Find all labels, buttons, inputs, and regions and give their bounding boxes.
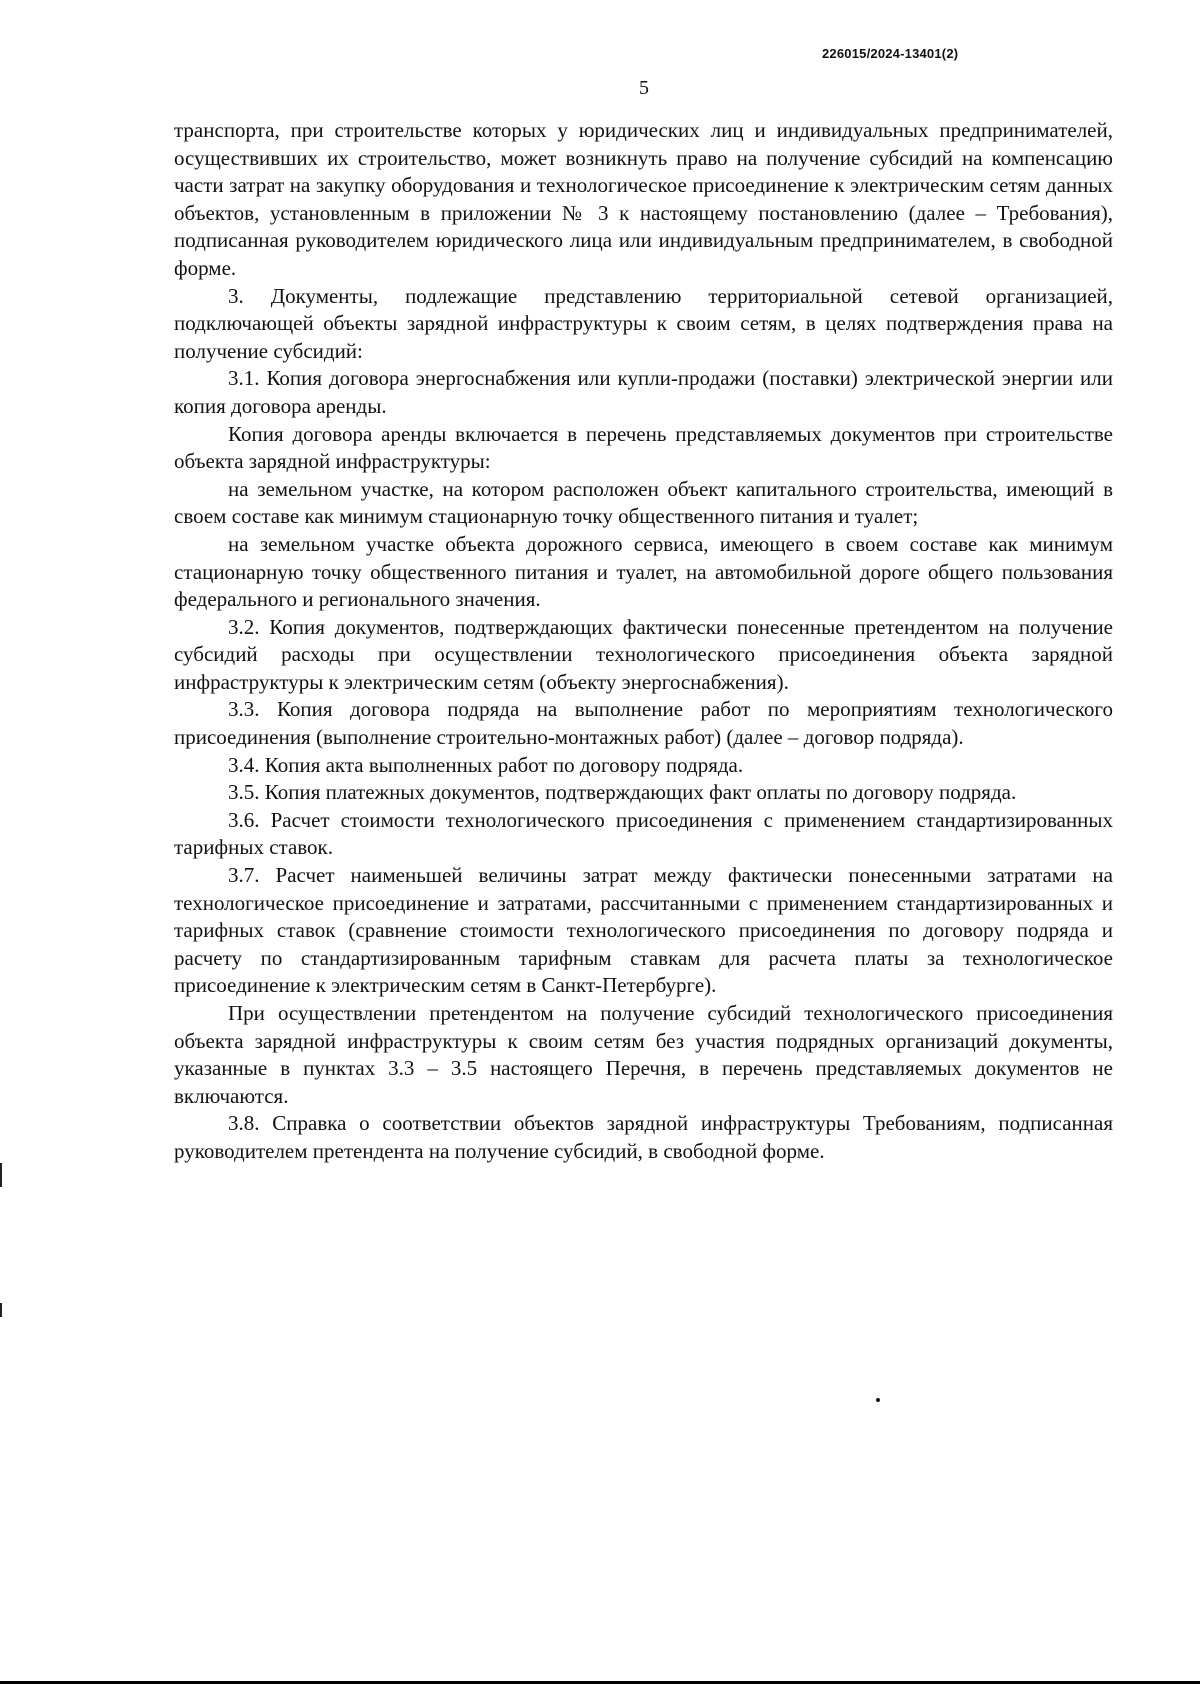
paragraph-item-3-1: 3.1. Копия договора энергоснабжения или купли-продажи (поставки) электрической энергии или копия договора аренды. — [174, 366, 1113, 418]
scan-edge-mark — [0, 1303, 2, 1317]
paragraph-item-3-5: 3.5. Копия платежных документов, подтверждающих факт оплаты по договору подряда. — [228, 780, 1017, 805]
paragraph-own-networks-exception: При осуществлении претендентом на получение субсидий технологического присоединения объекта зарядной инфраструктуры к своим сетям без участия подрядных организаций документы, указанные в пунктах 3.3 – 3.5 настоящего Перечня, в перечень представляемых документов не включаются. — [174, 1001, 1113, 1108]
page-number-row — [0, 77, 1200, 100]
document-body — [174, 117, 1113, 1166]
paragraph-item-3-7: 3.7. Расчет наименьшей величины затрат между фактически понесенными затратами на технологическое присоединение и затратами, рассчитанными с применением стандартизированных и тарифных ставок (сравнение стоимости технологического присоединения по договору подряда и расчету по стандартизированным тарифным ставкам для расчета платы за технологическое присоединение к электрическим сетям в Санкт-Петербурге). — [174, 863, 1113, 998]
paragraph-item-3-4: 3.4. Копия акта выполненных работ по договору подряда. — [228, 752, 744, 777]
paragraph-item-3-2: 3.2. Копия документов, подтверждающих фактически понесенные претендентом на получение субсидий расходы при осуществлении технологического присоединения объекта зарядной инфраструктуры к электрическим сетям (объекту энергоснабжения). — [174, 614, 1113, 694]
scan-edge-mark — [0, 1163, 2, 1187]
paragraph-lease-copy: Копия договора аренды включается в перечень представляемых документов при строительстве объекта зарядной инфраструктуры: — [174, 421, 1113, 474]
paragraph-land-plot-road-service: на земельном участке объекта дорожного сервиса, имеющего в своем составе как минимум стационарную точку общественного питания и туалет, на автомобильной дороге общего пользования федерального и регионального значения. — [174, 531, 1113, 612]
paragraph-land-plot-capital: на земельном участке, на котором расположен объект капитального строительства, имеющий в своем составе как минимум стационарную точку общественного питания и туалет; — [174, 476, 1113, 529]
paragraph-item-3-3: 3.3. Копия договора подряда на выполнение работ по мероприятиям технологического присоединения (выполнение строительно-монтажных работ) (далее – договор подряда). — [174, 697, 1113, 750]
page-number: 5 — [639, 77, 649, 99]
document-registration-number: 226015/2024-13401(2) — [822, 46, 959, 61]
paragraph-continuation: транспорта, при строительстве которых у юридических лиц и индивидуальных предпринимателей, осуществивших их строительство, может возникнуть право на получение субсидий на компенсацию части затрат на закупку оборудования и технологическое присоединение к электрическим сетям данных объектов, установленным в приложении № 3 к настоящему постановлению (далее – Требования), подписанная руководителем юридического лица или индивидуальным предпринимателем, в свободной форме. — [174, 118, 1113, 280]
paragraph-item-3: 3. Документы, подлежащие представлению территориальной сетевой организацией, подключающей объекты зарядной инфраструктуры к своим сетям, в целях подтверждения права на получение субсидий: — [174, 283, 1113, 363]
paragraph-item-3-6: 3.6. Расчет стоимости технологического присоединения с применением стандартизированных тарифных ставок. — [174, 807, 1113, 860]
paragraph-item-3-8: 3.8. Справка о соответствии объектов зарядной инфраструктуры Требованиям, подписанная руководителем претендента на получение субсидий, в свободной форме. — [174, 1111, 1113, 1163]
scan-speck — [876, 1398, 880, 1402]
